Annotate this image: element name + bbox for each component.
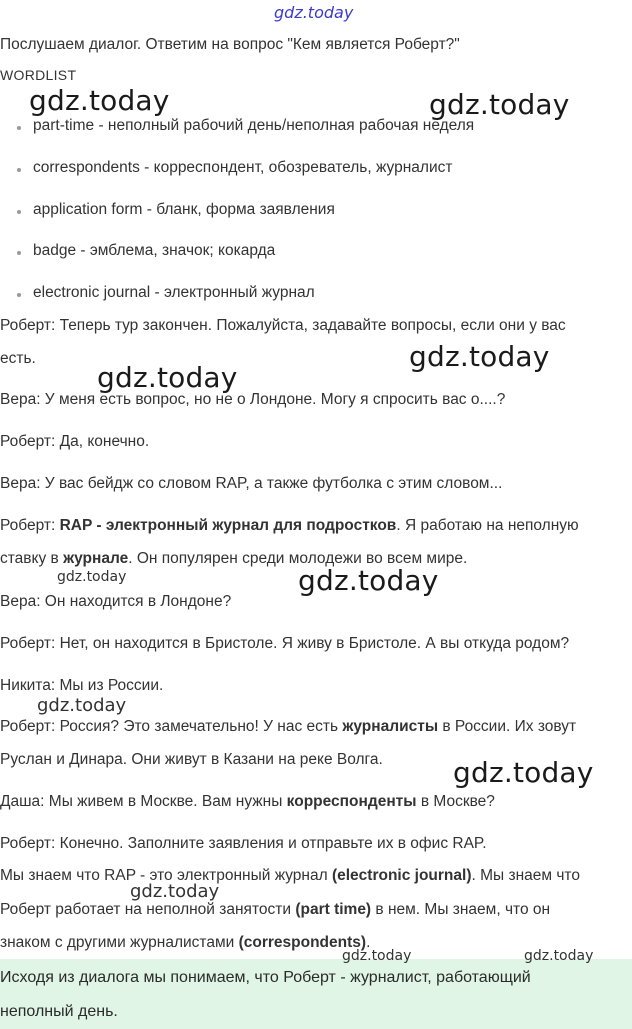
- watermark: gdz.today: [298, 564, 439, 597]
- highlight-text: (part time): [295, 901, 372, 918]
- plain-text: Даша: Мы живем в Москве. Вам нужны: [0, 793, 287, 810]
- speaker: Роберт:: [0, 517, 60, 534]
- bullet-icon: [17, 210, 21, 214]
- dialogue-line: [0, 516, 579, 536]
- dialogue-line: [0, 717, 576, 737]
- dialogue-line: Вера: У меня есть вопрос, но не о Лондоне. Могу я спросить вас о....?: [0, 391, 506, 408]
- wordlist-title: WORDLIST: [0, 67, 77, 83]
- wordlist-item: badge - эмблема, значок; кокарда: [33, 242, 276, 259]
- watermark: gdz.today: [453, 756, 594, 789]
- answer-line: неполный день.: [0, 1003, 118, 1020]
- watermark: gdz.today: [97, 361, 238, 394]
- highlight-text: RAP - электронный журнал для подростков: [59, 517, 397, 534]
- dialogue-line: Руслан и Динара. Они живут в Казани на реке Волга.: [0, 751, 383, 768]
- dialogue-line: Роберт: Конечно. Заполните заявления и отправьте их в офис RAP.: [0, 835, 487, 852]
- plain-text: в Москве?: [416, 793, 495, 810]
- bullet-icon: [17, 251, 21, 255]
- highlight-text: (electronic journal): [331, 867, 472, 884]
- watermark: gdz.today: [130, 881, 220, 902]
- watermark: gdz.today: [29, 84, 170, 117]
- summary-line: [0, 933, 370, 953]
- answer-line: Исходя из диалога мы понимаем, что Роберт - журналист, работающий: [0, 969, 531, 986]
- dialogue-line: Вера: Он находится в Лондоне?: [0, 593, 232, 610]
- dialogue-line: Вера: У вас бейдж со словом RAP, а также футболка с этим словом...: [0, 475, 503, 492]
- dialogue-line: Никита: Мы из России.: [0, 677, 164, 694]
- plain-text: Мы знаем что RAP - это электронный журнал: [0, 867, 332, 884]
- site-link[interactable]: gdz.today: [274, 3, 354, 22]
- watermark: gdz.today: [409, 340, 550, 373]
- watermark: gdz.today: [342, 948, 412, 964]
- highlight-text: корреспонденты: [286, 793, 417, 810]
- plain-text: ставку в: [0, 550, 64, 567]
- summary-line: [0, 900, 550, 920]
- summary-line: [0, 866, 580, 886]
- dialogue-line: есть.: [0, 350, 36, 367]
- watermark: gdz.today: [37, 695, 127, 716]
- bullet-icon: [17, 293, 21, 297]
- dialogue-line: Роберт: Нет, он находится в Бристоле. Я живу в Бристоле. А вы откуда родом?: [0, 635, 570, 652]
- plain-text: Роберт: Россия? Это замечательно! У нас есть: [0, 718, 343, 735]
- wordlist-item: electronic journal - электронный журнал: [33, 284, 315, 301]
- watermark: gdz.today: [57, 569, 127, 585]
- highlight-text: журнале: [63, 550, 129, 567]
- plain-text: в России. Их зовут: [438, 718, 577, 735]
- wordlist-item: part-time - неполный рабочий день/неполная рабочая неделя: [33, 117, 475, 134]
- plain-text: в нем. Мы знаем, что он: [371, 901, 551, 918]
- highlight-text: журналисты: [342, 718, 439, 735]
- watermark: gdz.today: [524, 948, 594, 964]
- plain-text: . Я работаю на неполную: [396, 517, 579, 534]
- wordlist-item: correspondents - корреспондент, обозреватель, журналист: [33, 159, 453, 176]
- dialogue-line: [0, 792, 495, 812]
- plain-text: . Он популярен среди молодежи во всем мире.: [128, 550, 468, 567]
- plain-text: Роберт работает на неполной занятости: [0, 901, 296, 918]
- bullet-icon: [17, 168, 21, 172]
- watermark: gdz.today: [429, 88, 570, 121]
- answer-box: [0, 959, 632, 1029]
- task-intro: Послушаем диалог. Ответим на вопрос "Кем является Роберт?": [0, 36, 460, 53]
- dialogue-line: Роберт: Да, конечно.: [0, 433, 150, 450]
- wordlist-item: application form - бланк, форма заявления: [33, 201, 335, 218]
- plain-text: .: [366, 934, 371, 951]
- dialogue-line: Роберт: Теперь тур закончен. Пожалуйста, задавайте вопросы, если они у вас: [0, 317, 566, 334]
- plain-text: . Мы знаем что: [471, 867, 580, 884]
- highlight-text: (correspondents): [238, 934, 367, 951]
- bullet-icon: [17, 126, 21, 130]
- plain-text: знаком с другими журналистами: [0, 934, 239, 951]
